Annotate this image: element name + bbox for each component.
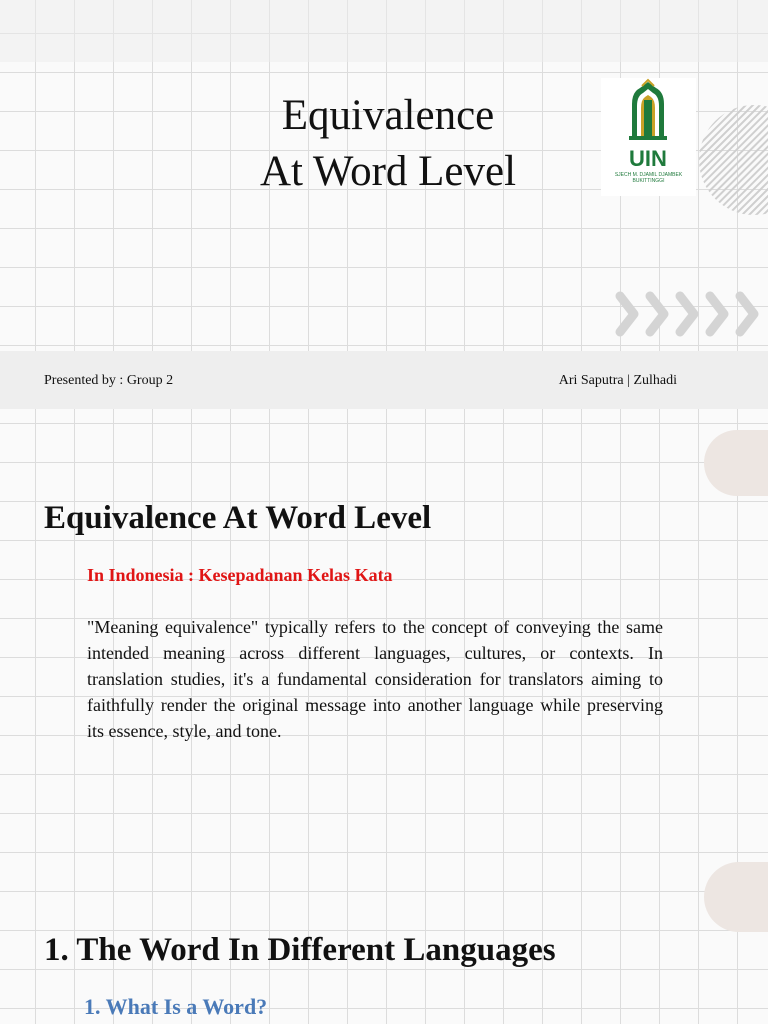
uin-logo (601, 78, 696, 196)
top-strip (0, 0, 768, 62)
chevron-decoration (614, 290, 764, 338)
chevron-right-icon (740, 296, 754, 332)
logo-caption-line-2: BUKITTINGGI (632, 178, 665, 184)
chevron-right-icon (650, 296, 664, 332)
decorative-blob (704, 430, 768, 496)
decorative-blob (704, 862, 768, 932)
chevron-right-icon (620, 296, 634, 332)
logo-caption-line-1: SJECH M. DJAMIL DJAMBEK (614, 172, 683, 178)
section-heading-2: 1. The Word In Different Languages (44, 932, 556, 968)
logo-uin-text: UIN (629, 146, 667, 171)
presented-by-label: Presented by : Group 2 (44, 373, 174, 388)
striped-circle-decoration-icon (696, 104, 768, 216)
slide-title-line-1: Equivalence (281, 92, 495, 139)
chevron-right-icon (680, 296, 694, 332)
presenter-bar (0, 351, 768, 409)
section-heading: Equivalence At Word Level (44, 500, 432, 536)
presenter-names: Ari Saputra | Zulhadi (558, 373, 677, 388)
logo-caption (601, 172, 696, 184)
indonesian-term: In Indonesia : Kesepadanan Kelas Kata (87, 565, 393, 585)
subsection-heading: 1. What Is a Word? (84, 994, 268, 1019)
definition-paragraph: "Meaning equivalence" typically refers to the concept of conveying the same intended meaning across different languages, cultures, or contexts. In translation studies, it's a fundamental consideration for translators aiming to faithfully render the original message into another language while preserving its essence, style, and tone. (87, 617, 663, 741)
chevron-right-icon (710, 296, 724, 332)
slide-title-line-2: At Word Level (259, 148, 517, 195)
